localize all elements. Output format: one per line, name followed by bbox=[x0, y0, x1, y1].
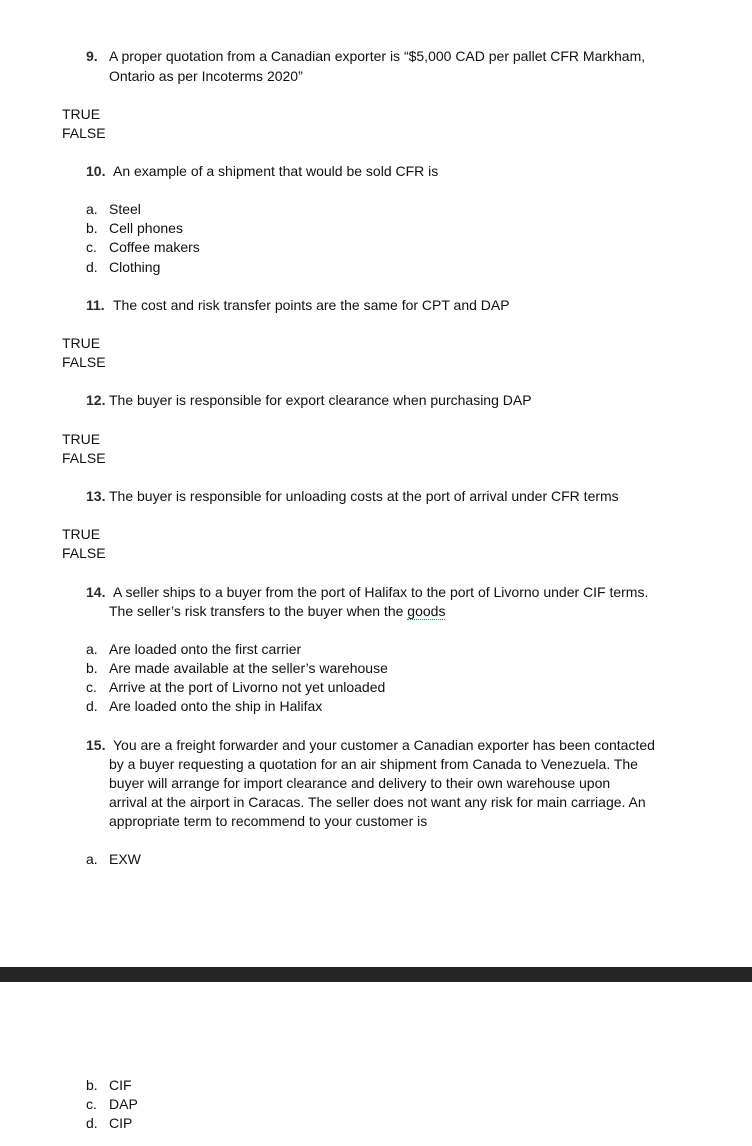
option-letter: a. bbox=[86, 641, 98, 657]
option-text: CIP bbox=[109, 1115, 133, 1131]
option-text: Coffee makers bbox=[109, 239, 200, 255]
question-9-number: 9. bbox=[86, 48, 98, 64]
option-letter: d. bbox=[86, 1115, 98, 1131]
question-13-text: The buyer is responsible for unloading costs at the port of arrival under CFR terms bbox=[109, 488, 619, 504]
question-15-text: arrival at the airport in Caracas. The seller does not want any risk for main carriage. An bbox=[109, 794, 646, 810]
question-12-text: The buyer is responsible for export clearance when purchasing DAP bbox=[109, 392, 532, 408]
option-text: DAP bbox=[109, 1096, 138, 1112]
question-14-text: A seller ships to a buyer from the port of Halifax to the port of Livorno under CIF terms. bbox=[113, 584, 649, 600]
question-9-text: Ontario as per Incoterms 2020” bbox=[109, 68, 303, 84]
answer-true: TRUE bbox=[62, 431, 101, 447]
option-text: Arrive at the port of Livorno not yet unloaded bbox=[109, 679, 386, 695]
answer-true: TRUE bbox=[62, 106, 101, 122]
option-text: Are made available at the seller’s warehouse bbox=[109, 660, 388, 676]
answer-false: FALSE bbox=[62, 545, 106, 561]
question-15-text: appropriate term to recommend to your customer is bbox=[109, 813, 428, 829]
option-letter: b. bbox=[86, 1077, 98, 1093]
question-15-text: by a buyer requesting a quotation for an air shipment from Canada to Venezuela. The bbox=[109, 756, 638, 772]
answer-false: FALSE bbox=[62, 450, 106, 466]
option-letter: b. bbox=[86, 660, 98, 676]
question-13-number: 13. bbox=[86, 488, 106, 504]
option-letter: c. bbox=[86, 1096, 97, 1112]
option-letter: d. bbox=[86, 259, 98, 275]
option-letter: a. bbox=[86, 851, 98, 867]
question-15-text: You are a freight forwarder and your customer a Canadian exporter has been contacted bbox=[113, 737, 655, 753]
answer-false: FALSE bbox=[62, 125, 106, 141]
question-14-text-part: The seller’s risk transfers to the buyer when the bbox=[109, 603, 404, 619]
page-break-bar bbox=[0, 967, 752, 982]
option-letter: c. bbox=[86, 239, 97, 255]
question-14-text bbox=[109, 602, 445, 621]
option-letter: d. bbox=[86, 698, 98, 714]
option-text: CIF bbox=[109, 1077, 132, 1093]
question-15-number: 15. bbox=[86, 737, 106, 753]
option-text: EXW bbox=[109, 851, 141, 867]
question-15-text: buyer will arrange for import clearance and delivery to their own warehouse upon bbox=[109, 775, 611, 791]
answer-false: FALSE bbox=[62, 354, 106, 370]
question-10-number: 10. bbox=[86, 163, 106, 179]
option-letter: a. bbox=[86, 201, 98, 217]
option-letter: c. bbox=[86, 679, 97, 695]
spellcheck-underlined-word: goods bbox=[407, 603, 446, 619]
option-text: Clothing bbox=[109, 259, 161, 275]
option-text: Are loaded onto the first carrier bbox=[109, 641, 302, 657]
option-text: Are loaded onto the ship in Halifax bbox=[109, 698, 323, 714]
question-10-text: An example of a shipment that would be sold CFR is bbox=[113, 163, 439, 179]
question-11-text: The cost and risk transfer points are the same for CPT and DAP bbox=[113, 297, 510, 313]
answer-true: TRUE bbox=[62, 526, 101, 542]
question-14-number: 14. bbox=[86, 584, 106, 600]
question-11-number: 11. bbox=[86, 297, 105, 313]
option-text: Cell phones bbox=[109, 220, 183, 236]
option-letter: b. bbox=[86, 220, 98, 236]
answer-true: TRUE bbox=[62, 335, 101, 351]
option-text: Steel bbox=[109, 201, 141, 217]
question-12-number: 12. bbox=[86, 392, 106, 408]
question-9-text: A proper quotation from a Canadian exporter is “$5,000 CAD per pallet CFR Markham, bbox=[109, 48, 646, 64]
